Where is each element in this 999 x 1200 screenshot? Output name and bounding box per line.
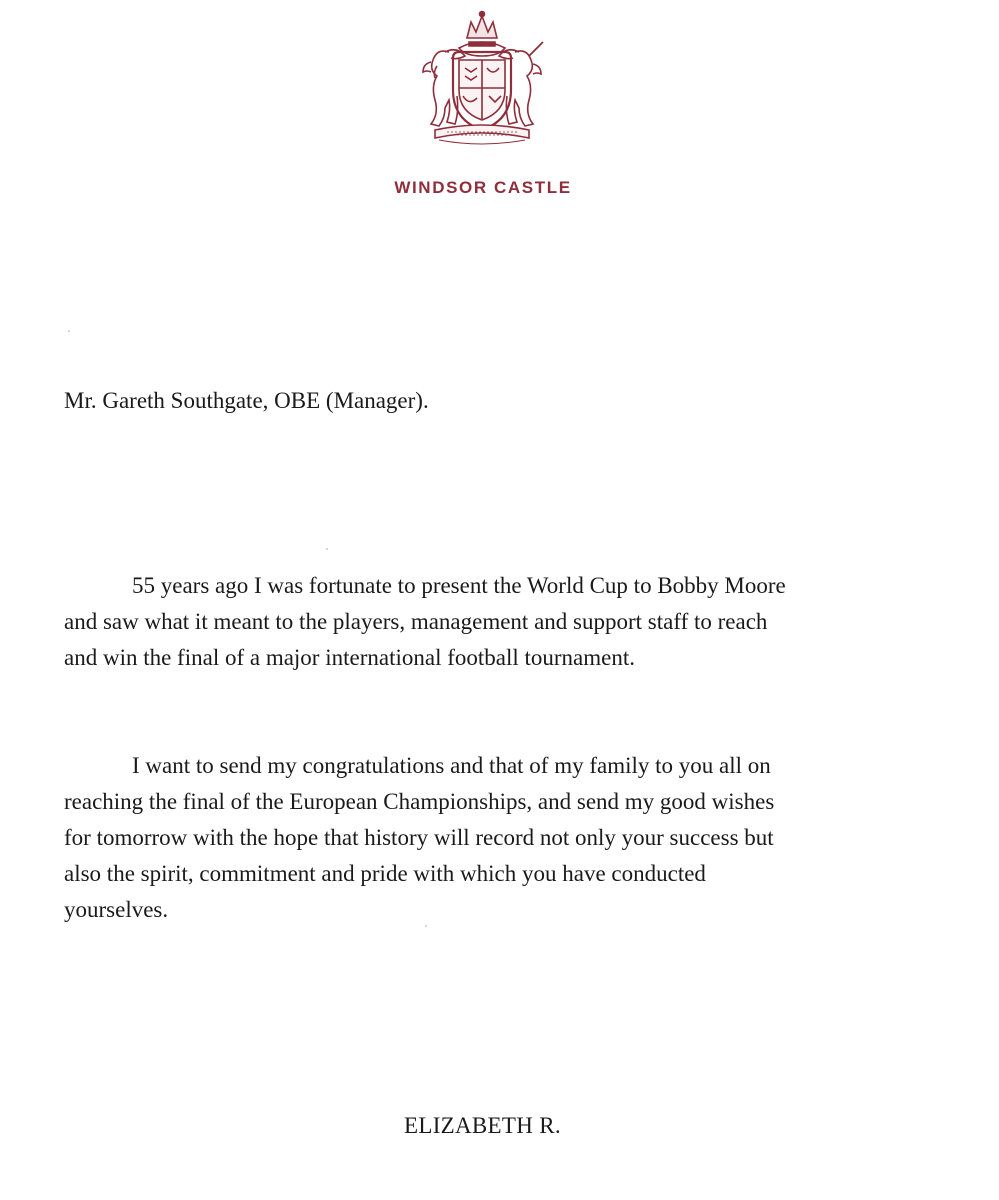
letterhead-address: WINDSOR CASTLE [394, 178, 572, 197]
body-paragraph-1 [64, 568, 924, 676]
royal-coat-of-arms-icon [409, 8, 555, 148]
paragraph-line: reaching the final of the European Championships, and send my good wishes [64, 789, 775, 814]
paragraph-line: 55 years ago I was fortunate to present the World Cup to Bobby Moore [132, 573, 786, 598]
paragraph-line: also the spirit, commitment and pride with which you have conducted [64, 861, 706, 886]
scan-speck [68, 330, 70, 332]
body-paragraph-2 [64, 748, 924, 928]
scan-speck [425, 925, 427, 927]
paragraph-line: and saw what it meant to the players, management and support staff to reach [64, 609, 768, 634]
addressee-line: Mr. Gareth Southgate, OBE (Manager). [64, 388, 429, 413]
paragraph-line: I want to send my congratulations and that of my family to you all on [132, 753, 771, 778]
scan-speck [326, 548, 328, 550]
paragraph-line: for tomorrow with the hope that history will record not only your success but [64, 825, 774, 850]
paragraph-line: yourselves. [64, 897, 169, 922]
paragraph-line: and win the final of a major international football tournament. [64, 645, 635, 670]
signature: ELIZABETH R. [404, 1113, 561, 1138]
